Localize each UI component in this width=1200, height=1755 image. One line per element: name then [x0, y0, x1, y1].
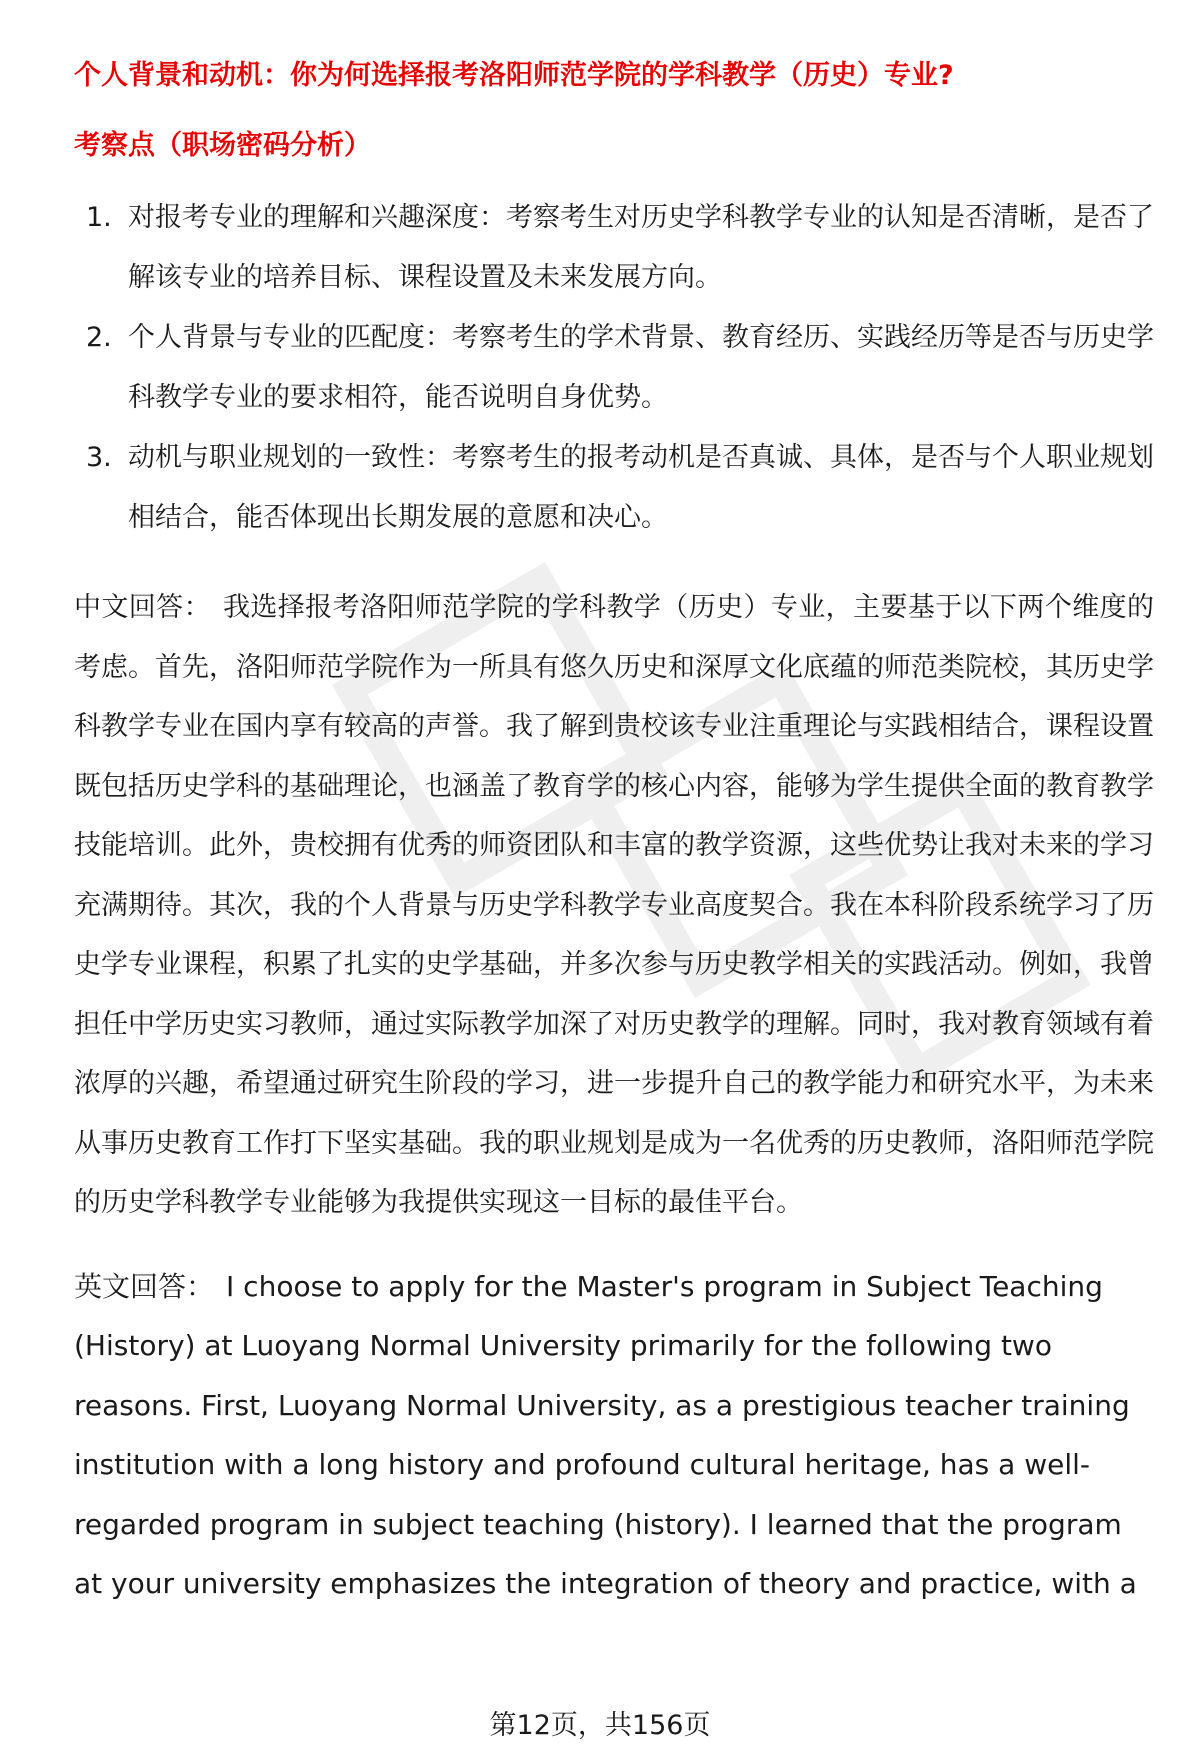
list-item-text: 动机与职业规划的一致性：考察考生的报考动机是否真诚、具体，是否与个人职业规划相结合，能否体现出长期发展的意愿和决心。: [128, 442, 1154, 533]
page-number: 第12页，共156页: [489, 1710, 711, 1741]
assessment-points-list: [74, 188, 1154, 548]
list-item-text: 对报考专业的理解和兴趣深度：考察考生对历史学科教学专业的认知是否清晰，是否了解该专业的培养目标、课程设置及未来发展方向。: [128, 202, 1154, 293]
list-item-text: 个人背景与专业的匹配度：考察考生的学术背景、教育经历、实践经历等是否与历史学科教学专业的要求相符，能否说明自身优势。: [128, 322, 1154, 413]
section-heading: 考察点（职场密码分析）: [74, 130, 371, 161]
english-answer-text: I choose to apply for the Master's program in Subject Teaching (History) at Luoyang Normal University primarily for the following two reasons. First, Luoyang Normal University, as a prestigious teacher training institution with a long history and profound cultural heritage, has a well-regarded program in subject teaching (history). I learned that the program at your university emphasizes the integration of theory and practice, with a: [74, 1269, 1137, 1600]
document-page: [74, 56, 1154, 1614]
chinese-answer-text: 我选择报考洛阳师范学院的学科教学（历史）专业，主要基于以下两个维度的考虑。首先，洛阳师范学院作为一所具有悠久历史和深厚文化底蕴的师范类院校，其历史学科教学专业在国内享有较高的声誉。我了解到贵校该专业注重理论与实践相结合，课程设置既包括历史学科的基础理论，也涵盖了教育学的核心内容，能够为学生提供全面的教育教学技能培训。此外，贵校拥有优秀的师资团队和丰富的教学资源，这些优势让我对未来的学习充满期待。其次，我的个人背景与历史学科教学专业高度契合。我在本科阶段系统学习了历史学专业课程，积累了扎实的史学基础，并多次参与历史教学相关的实践活动。例如，我曾担任中学历史实习教师，通过实际教学加深了对历史教学的理解。同时，我对教育领域有着浓厚的兴趣，希望通过研究生阶段的学习，进一步提升自己的教学能力和研究水平，为未来从事历史教育工作打下坚实基础。我的职业规划是成为一名优秀的历史教师，洛阳师范学院的历史学科教学专业能够为我提供实现这一目标的最佳平台。: [74, 592, 1155, 1218]
list-item: [74, 308, 1154, 428]
list-item: [74, 188, 1154, 308]
chinese-answer: [74, 578, 1154, 1233]
list-item: [74, 428, 1154, 548]
list-item-number: 2.: [86, 322, 112, 353]
list-item-number: 1.: [86, 202, 112, 233]
english-answer-label: 英文回答：: [74, 1269, 215, 1303]
chinese-answer-label: 中文回答：: [74, 592, 211, 623]
list-item-number: 3.: [86, 442, 112, 473]
english-answer: [74, 1257, 1154, 1614]
question-heading: 个人背景和动机：你为何选择报考洛阳师范学院的学科教学（历史）专业?: [74, 60, 954, 91]
